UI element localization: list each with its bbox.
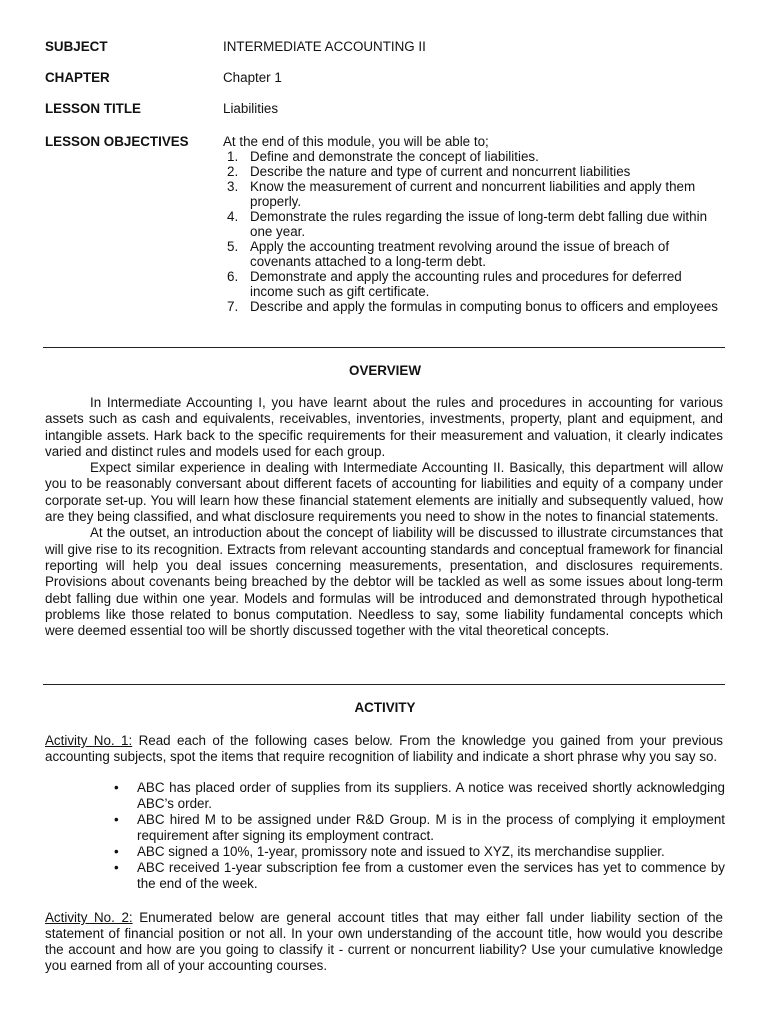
case-item — [114, 780, 725, 812]
objective-text: Describe and apply the formulas in computing bonus to officers and employees — [250, 299, 718, 314]
objective-text: Demonstrate and apply the accounting rules and procedures for deferred income such as gift certificate. — [250, 269, 682, 299]
objective-number: 5. — [227, 239, 239, 254]
objective-item — [223, 299, 723, 314]
case-text: ABC has placed order of supplies from its suppliers. A notice was received shortly acknowledging ABC’s order. — [137, 780, 725, 811]
objective-number: 6. — [227, 269, 239, 284]
bullet-icon: • — [114, 812, 119, 827]
objectives-intro: At the end of this module, you will be able to; — [223, 134, 489, 149]
overview-paragraph: At the outset, an introduction about the concept of liability will be discussed to illustrate circumstances that will give rise to its recognition. Extracts from relevant accounting standards and conceptual framework for financial reporting will help you deal issues concerning measurements, presentation, and disclosures requirements. Provisions about covenants being breached by the debtor will be tackled as well as some issues about long-term debt falling due within one year. Models and formulas will be introduced and demonstrated through hypothetical problems like those related to bonus computation. Needless to say, some liability fundamental concepts which were deemed essential too will be shortly discussed together with the vital theoretical concepts. — [45, 525, 723, 639]
objective-text: Know the measurement of current and noncurrent liabilities and apply them properly. — [250, 179, 696, 209]
section-divider — [43, 347, 725, 348]
chapter-label: CHAPTER — [45, 70, 110, 85]
objective-item — [223, 179, 723, 209]
objectives-list — [223, 149, 723, 314]
lesson-title-label: LESSON TITLE — [45, 101, 141, 116]
overview-body — [45, 395, 723, 639]
overview-paragraph: Expect similar experience in dealing with Intermediate Accounting II. Basically, this department will allow you to be reasonably conversant about different facets of accounting for liabilities and equity of a company under corporate set-up. You will learn how these financial statement elements are initially and subsequently valued, how are they being classified, and what disclosure requirements you need to show in the notes to financial statements. — [45, 460, 723, 525]
objective-text: Define and demonstrate the concept of liabilities. — [250, 149, 539, 164]
chapter-value: Chapter 1 — [223, 70, 282, 85]
objective-item — [223, 209, 723, 239]
case-text: ABC hired M to be assigned under R&D Group. M is in the process of complying it employment requirement after signing its employment contract. — [137, 812, 725, 843]
objective-text: Describe the nature and type of current and noncurrent liabilities — [250, 164, 631, 179]
subject-label: SUBJECT — [45, 39, 108, 54]
activity-1-text: Read each of the following cases below. From the knowledge you gained from your previous accounting subjects, spot the items that require recognition of liability and indicate a short phrase why you say so. — [45, 733, 723, 764]
objective-item — [223, 164, 723, 179]
objective-text: Apply the accounting treatment revolving around the issue of breach of covenants attached to a long-term debt. — [250, 239, 670, 269]
section-divider — [43, 684, 725, 685]
bullet-icon: • — [114, 860, 119, 875]
objectives-label: LESSON OBJECTIVES — [45, 134, 189, 149]
activity-2-instructions — [45, 910, 723, 974]
case-item — [114, 860, 725, 892]
activity-1-instructions — [45, 733, 723, 765]
subject-value: INTERMEDIATE ACCOUNTING II — [223, 39, 426, 54]
objective-number: 1. — [227, 149, 239, 164]
activity-2-label: Activity No. 2: — [45, 910, 133, 925]
activity-title: ACTIVITY — [354, 700, 416, 715]
lesson-title-value: Liabilities — [223, 101, 279, 116]
objective-number: 7. — [227, 299, 239, 314]
objective-number: 3. — [227, 179, 239, 194]
objective-number: 2. — [227, 164, 239, 179]
case-item — [114, 812, 725, 844]
overview-title: OVERVIEW — [349, 363, 421, 378]
overview-paragraph: In Intermediate Accounting I, you have learnt about the rules and procedures in accounting for various assets such as cash and equivalents, receivables, inventories, investments, property, plant and equipment, and intangible assets. Hark back to the specific requirements for their measurement and valuation, it clearly indicates varied and distinct rules and models used for each group. — [45, 395, 723, 459]
case-text: ABC received 1-year subscription fee from a customer even the services has yet to commence by the end of the week. — [137, 860, 725, 891]
bullet-icon: • — [114, 780, 119, 795]
activity-1-label: Activity No. 1: — [45, 733, 133, 748]
case-text: ABC signed a 10%, 1-year, promissory note and issued to XYZ, its merchandise supplier. — [137, 844, 665, 859]
bullet-icon: • — [114, 844, 119, 859]
case-list — [114, 780, 725, 892]
activity-2-text: Enumerated below are general account titles that may either fall under liability section of the statement of financial position or not all. In your own understanding of the account title, how would you describe the account and how are you going to classify it - current or noncurrent liability? Use your cumulative knowledge you earned from all of your accounting courses. — [45, 910, 723, 973]
objective-item — [223, 239, 723, 269]
objective-text: Demonstrate the rules regarding the issue of long-term debt falling due within one year. — [250, 209, 708, 239]
objective-number: 4. — [227, 209, 239, 224]
case-item — [114, 844, 725, 860]
objective-item — [223, 269, 723, 299]
objective-item — [223, 149, 723, 164]
